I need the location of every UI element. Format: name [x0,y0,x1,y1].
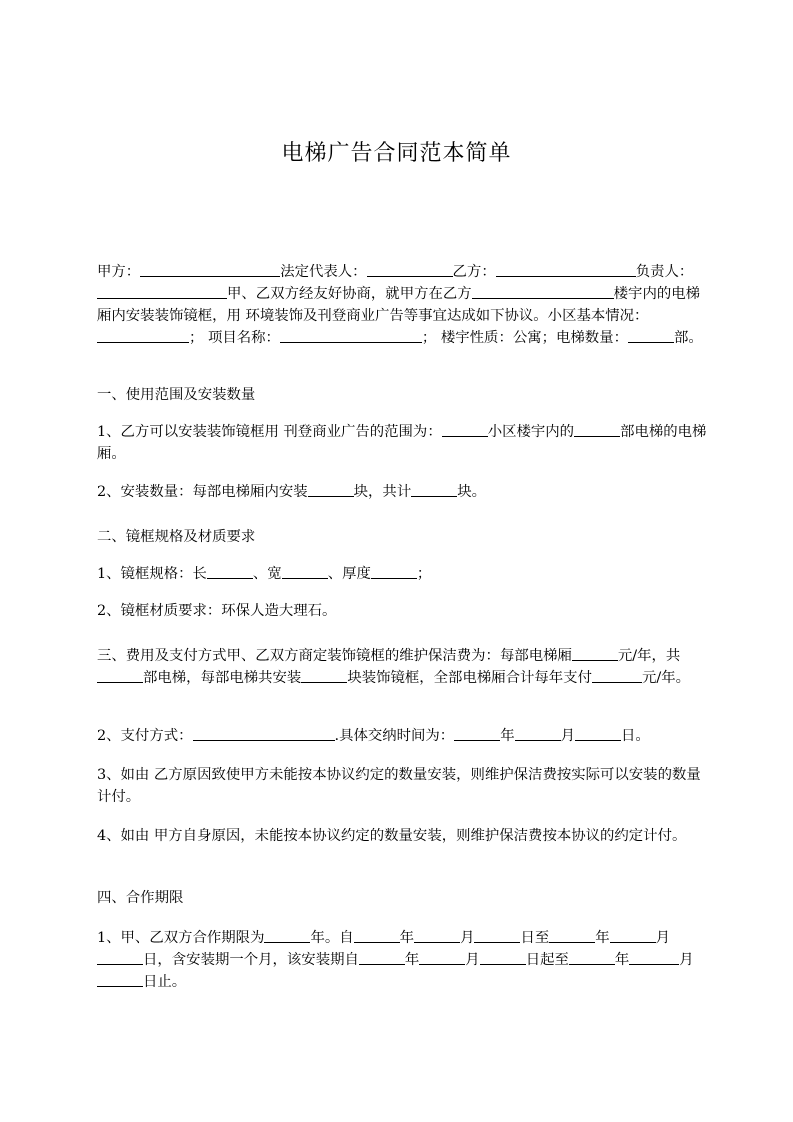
preamble-text: 楼宇内的电梯厢内安装装饰镜框，用 环境装饰及刊登商业广告等事宜达成如下协议。小区基本情况： [97,286,701,324]
blank[interactable] [97,949,143,965]
building-nature-text: ； 楼宇性质：公寓； [421,330,557,346]
section-1-item-1: 1、乙方可以安装装饰镜框用 刊登商业广告的范围为： 小区楼宇内的 部电梯的电梯厢。 [97,421,707,465]
blank[interactable] [97,327,189,343]
blank[interactable] [592,667,600,683]
blank[interactable] [308,481,354,497]
section-1-item-2: 2、安装数量：每部电梯厢内安装 块，共计 块。 [97,481,707,503]
blank[interactable] [454,725,500,741]
blank[interactable] [371,563,417,579]
legal-rep-label: 法定代表人： [280,264,367,280]
section-3-item-3: 3、如由 乙方原因致使甲方未能按本协议约定的数量安装，则维护保洁费按实际可以安装的数量计付。 [97,767,701,805]
blank[interactable] [549,927,595,943]
section-2-heading: 二、镜框规格及材质要求 [97,529,256,545]
party-b-label: 乙方： [452,264,496,280]
section-1-heading: 一、使用范围及安装数量 [97,387,256,403]
blank[interactable] [637,949,679,965]
blank[interactable] [264,927,310,943]
blank[interactable] [301,667,347,683]
blank[interactable] [97,971,143,987]
blank[interactable] [600,667,642,683]
blank[interactable] [442,421,488,437]
section-4-item-1: 1、甲、乙双方合作期限为 年。自 年 月 日至 年 月日，含安装期一个月，该安装期自 年 月 日起至 年 月日止。 [97,927,707,993]
blank[interactable] [367,261,453,277]
unit-text: 部。 [673,330,703,346]
elevator-count-label: 电梯数量： [556,330,628,346]
blank[interactable] [472,283,614,299]
section-2-item-2: 2、镜框材质要求：环保人造大理石。 [97,603,337,619]
document-title: 电梯广告合同范本简单 [281,141,512,166]
blank[interactable] [474,927,520,943]
blank[interactable] [496,261,636,277]
section-2-item-1: 1、镜框规格：长 、宽 、厚度 ； [97,563,707,585]
blank[interactable] [569,949,615,965]
intro-paragraph [97,261,707,349]
blank[interactable] [610,927,656,943]
blank[interactable] [419,949,465,965]
blank[interactable] [629,949,637,965]
blank[interactable] [354,927,400,943]
project-name-label: ； 项目名称： [189,330,280,346]
blank[interactable] [411,481,457,497]
preamble-text: 甲、乙双方经友好协商，就甲方在乙方 [227,286,472,302]
blank[interactable] [193,725,335,741]
blank[interactable] [97,283,227,299]
blank[interactable] [282,563,328,579]
blank[interactable] [140,261,280,277]
blank[interactable] [628,327,674,343]
person-in-charge-label: 负责人： [635,264,694,280]
blank[interactable] [572,645,618,661]
blank[interactable] [280,327,422,343]
section-3-item-4: 4、如由 甲方自身原因，未能按本协议约定的数量安装，则维护保洁费按本协议的约定计付。 [97,828,687,844]
blank[interactable] [574,421,620,437]
blank[interactable] [480,949,526,965]
party-a-label: 甲方： [97,264,141,280]
blank[interactable] [575,725,621,741]
blank[interactable] [207,563,253,579]
blank[interactable] [359,949,405,965]
section-4-heading: 四、合作期限 [97,890,184,906]
blank[interactable] [414,927,460,943]
blank[interactable] [97,667,143,683]
section-3-item-2: 2、支付方式： .具体交纳时间为： 年 月 日。 [97,725,707,747]
section-3-item-1: 三、费用及支付方式甲、乙双方商定装饰镜框的维护保洁费为：每部电梯厢 元/年，共部电梯，每部电梯共安装 块装饰镜框，全部电梯厢合计每年支付 元/年。 [97,645,707,689]
blank[interactable] [515,725,561,741]
